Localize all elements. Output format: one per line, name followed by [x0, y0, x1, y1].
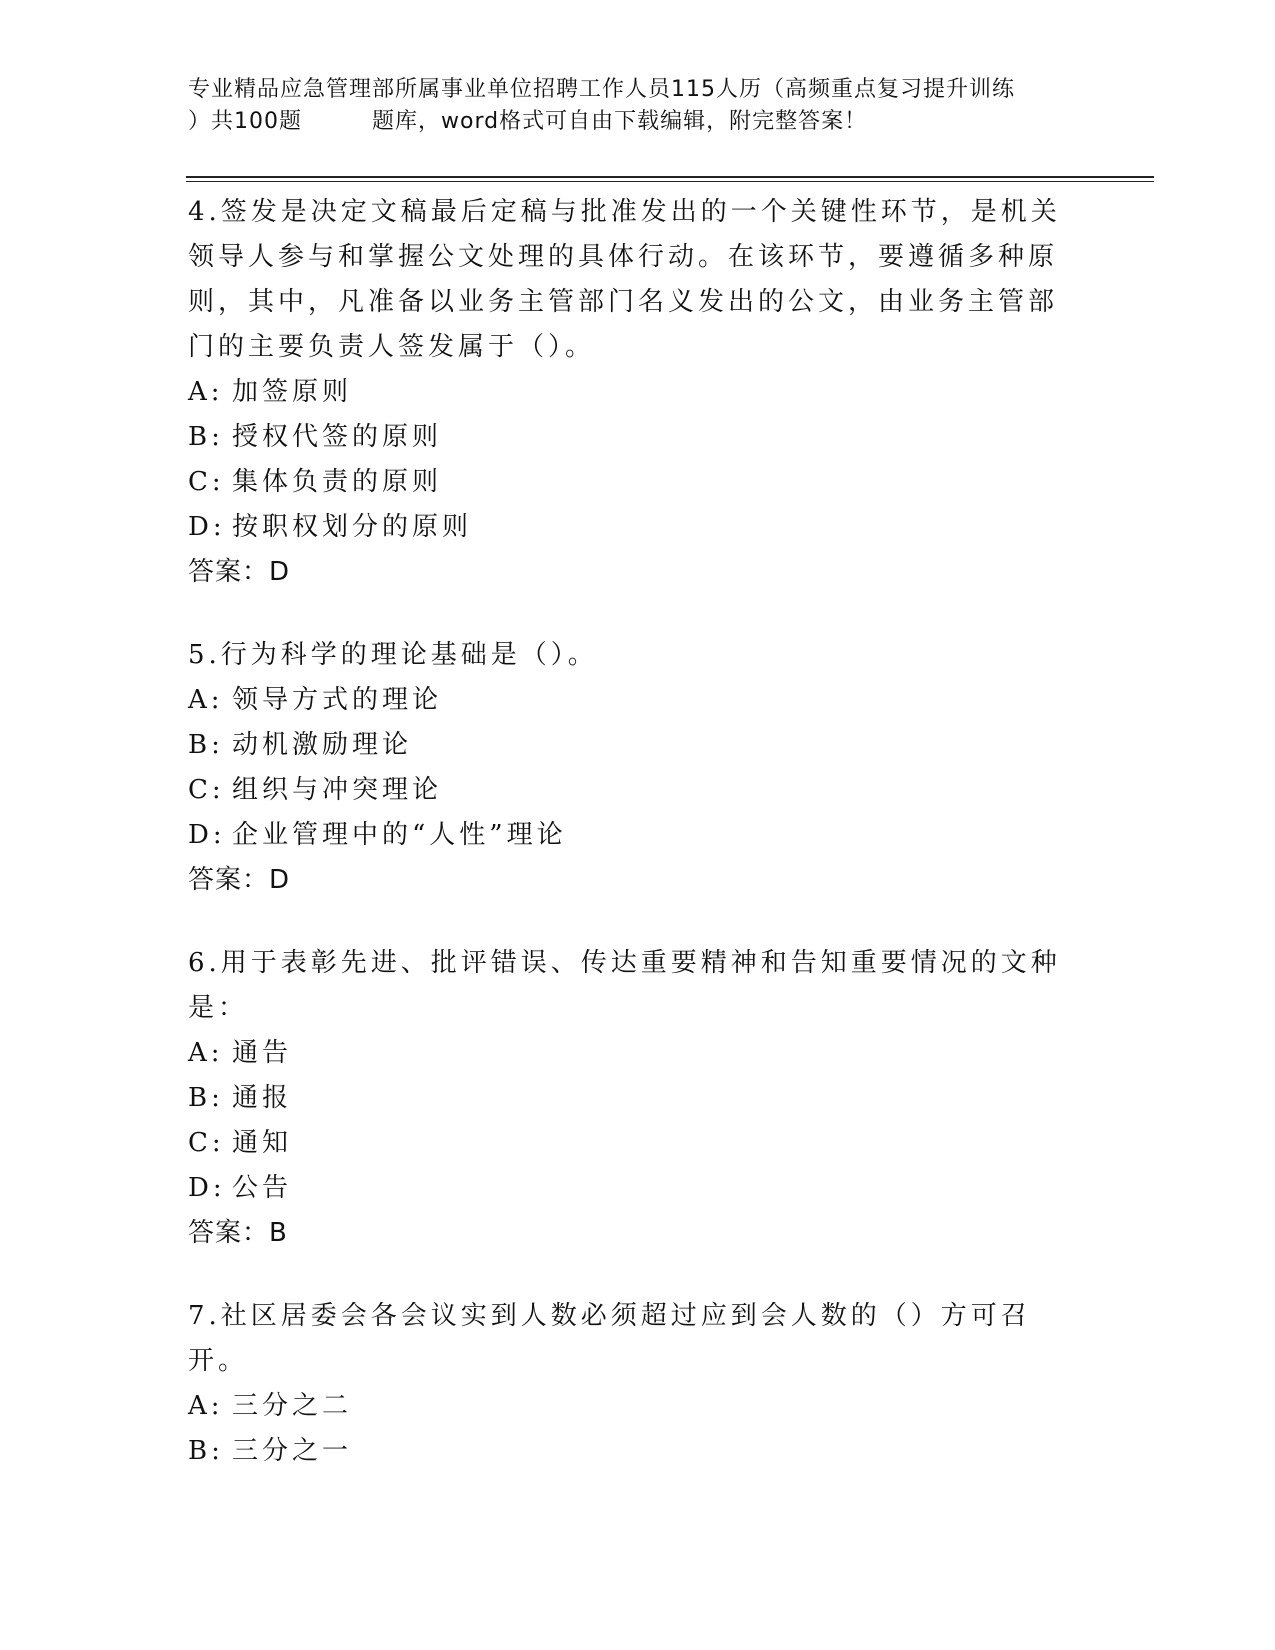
- option-b: [188, 415, 1068, 460]
- answer: 答案：D: [188, 557, 291, 587]
- answer: 答案：D: [188, 865, 291, 895]
- option-a: [188, 370, 1068, 415]
- option-text: 组织与冲突理论: [232, 775, 443, 805]
- question-list: [188, 190, 1068, 1512]
- question-7: [188, 1294, 1068, 1474]
- question-text: 6.用于表彰先进、批评错误、传达重要精神和告知重要情况的文种是：: [188, 948, 1061, 1023]
- option-text: 动机激励理论: [232, 730, 413, 760]
- option-b: [188, 1076, 1068, 1121]
- option-d: [188, 1166, 1068, 1211]
- option-letter: B:: [188, 1083, 224, 1113]
- option-letter: D:: [188, 820, 226, 850]
- option-text: 通报: [232, 1083, 293, 1113]
- header-divider-thin: [186, 181, 1154, 182]
- option-letter: A:: [188, 1038, 224, 1068]
- option-text: 企业管理中的“人性”理论: [232, 820, 567, 850]
- option-b: [188, 1429, 1068, 1474]
- option-c: [188, 460, 1068, 505]
- answer: 答案：B: [188, 1218, 288, 1248]
- question-text: 4.签发是决定文稿最后定稿与批准发出的一个关键性环节，是机关领导人参与和掌握公文处理的具体行动。在该环节，要遵循多种原则，其中，凡准备以业务主管部门名义发出的公文，由业务主管部门的主要负责人签发属于（）。: [188, 197, 1061, 362]
- option-letter: B:: [188, 730, 224, 760]
- option-letter: C:: [188, 1128, 225, 1158]
- option-text: 三分之一: [232, 1436, 353, 1466]
- option-letter: A:: [188, 1391, 224, 1421]
- option-letter: B:: [188, 422, 224, 452]
- question-4: [188, 190, 1068, 595]
- option-letter: C:: [188, 775, 225, 805]
- question-text: 7.社区居委会各会议实到人数必须超过应到会人数的（）方可召开。: [188, 1301, 1031, 1376]
- header-line-2: [188, 106, 1088, 138]
- option-d: [188, 505, 1068, 550]
- option-b: [188, 723, 1068, 768]
- option-text: 通告: [232, 1038, 293, 1068]
- header-line-1: 专业精品应急管理部所属事业单位招聘工作人员115人历（高频重点复习提升训练: [188, 77, 1015, 102]
- option-text: 集体负责的原则: [232, 467, 443, 497]
- option-text: 领导方式的理论: [232, 685, 443, 715]
- document-header: [188, 74, 1088, 138]
- question-6: [188, 941, 1068, 1256]
- header-line-2-part-2: 题库，word格式可自由下载编辑，附完整答案！: [372, 109, 868, 134]
- option-text: 公告: [232, 1173, 293, 1203]
- option-c: [188, 768, 1068, 813]
- option-text: 授权代签的原则: [232, 422, 443, 452]
- option-letter: A:: [188, 377, 224, 407]
- option-letter: C:: [188, 467, 225, 497]
- question-text: 5.行为科学的理论基础是（）。: [188, 640, 598, 670]
- option-text: 加签原则: [232, 377, 353, 407]
- option-text: 通知: [232, 1128, 293, 1158]
- option-a: [188, 1031, 1068, 1076]
- option-letter: D:: [188, 1173, 226, 1203]
- header-divider-thick: [186, 176, 1154, 178]
- option-c: [188, 1121, 1068, 1166]
- option-letter: A:: [188, 685, 224, 715]
- option-letter: D:: [188, 512, 226, 542]
- option-a: [188, 1384, 1068, 1429]
- option-text: 三分之二: [232, 1391, 353, 1421]
- option-d: [188, 813, 1068, 858]
- option-a: [188, 678, 1068, 723]
- option-letter: B:: [188, 1436, 224, 1466]
- header-line-2-part-1: ）共100题: [188, 109, 302, 134]
- question-5: [188, 633, 1068, 903]
- option-text: 按职权划分的原则: [232, 512, 473, 542]
